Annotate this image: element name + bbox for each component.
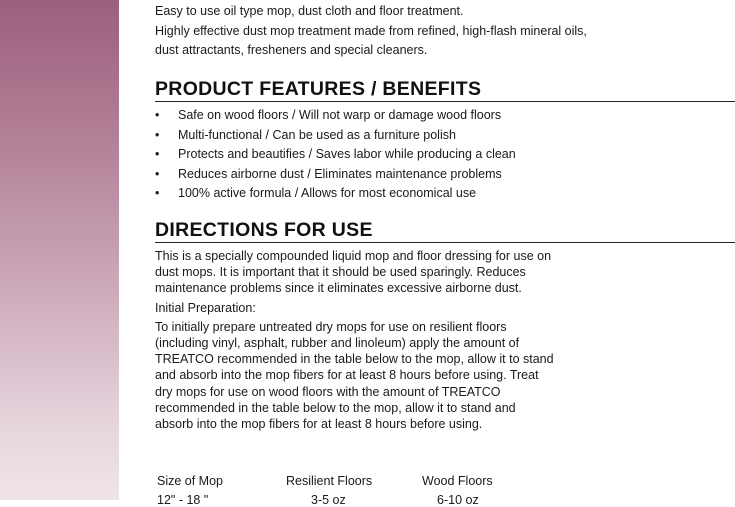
table-cell: 12" - 18 " [157,493,209,507]
feature-text: Multi-functional / Can be used as a furniture polish [178,127,456,142]
initial-preparation-label: Initial Preparation: [155,300,256,315]
directions-paragraph: To initially prepare untreated dry mops for use on resilient floors (including vinyl, asphalt, rubber and linoleum) apply the amount of TREATCO recommended in the table below to the mop, allow it to stand and absorb into the mop fibers for at least 8 hours before using. Treat dry mops for use on wood floors with the amount of TREATCO recommended in the table below to the mop, allow it to stand and absorb into the mop fibers for at least 8 hours before using. [155,319,554,432]
intro-line: dust attractants, fresheners and special cleaners. [155,43,428,57]
directions-paragraph: This is a specially compounded liquid mop and floor dressing for use on dust mops. It is important that it should be used sparingly. Reduces maintenance problems since it eliminates excessive airborne dust. [155,249,552,296]
decorative-sidebar [0,0,119,500]
features-list [155,106,516,204]
table-header-cell: Wood Floors [422,474,493,488]
intro-line: Highly effective dust mop treatment made from refined, high-flash mineral oils, [155,23,587,38]
directions-body [155,248,555,432]
intro-text [155,2,587,61]
bullet-glyph: • [155,108,160,122]
feature-text: 100% active formula / Allows for most economical use [178,186,477,201]
bullet-glyph: • [155,147,160,162]
table-header-cell: Size of Mop [157,474,224,488]
feature-text: Reduces airborne dust / Eliminates maintenance problems [178,166,502,181]
table-header-cell: Resilient Floors [286,474,373,488]
feature-text: Protects and beautifies / Saves labor while producing a clean [178,147,516,162]
list-item [155,184,516,204]
list-item [155,126,516,146]
bullet-glyph: • [155,166,160,181]
table-cell: 6-10 oz [437,493,479,507]
table-cell: 3-5 oz [311,493,346,507]
list-item [155,106,516,126]
directions-heading: DIRECTIONS FOR USE [155,219,735,243]
features-heading: PRODUCT FEATURES / BENEFITS [155,78,735,102]
feature-text: Safe on wood floors / Will not warp or damage wood floors [178,108,502,122]
list-item [155,165,516,185]
list-item [155,145,516,165]
intro-line: Easy to use oil type mop, dust cloth and floor treatment. [155,4,464,18]
bullet-glyph: • [155,186,160,201]
bullet-glyph: • [155,127,160,142]
